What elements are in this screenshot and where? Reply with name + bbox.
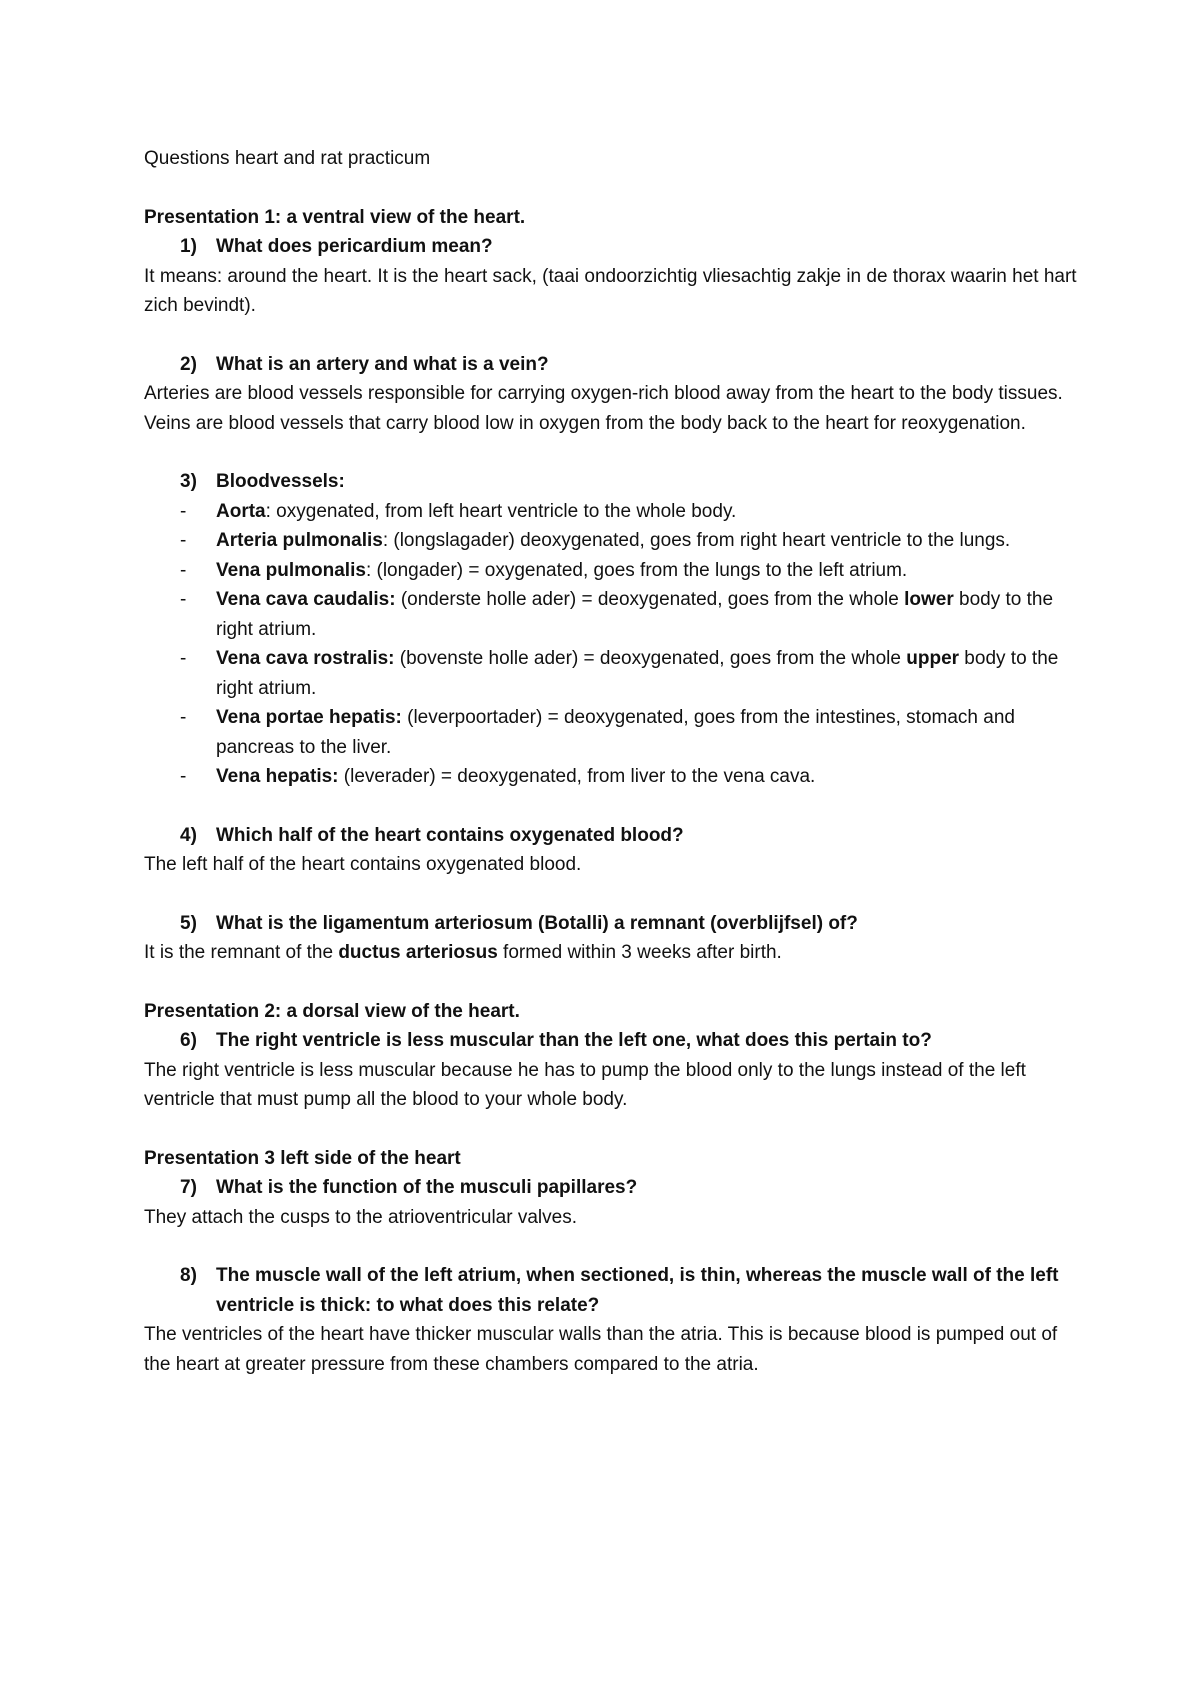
question-text: What is the ligamentum arteriosum (Botalli) a remnant (overblijfsel) of?: [216, 912, 858, 934]
section-heading-1: Presentation 1: a ventral view of the heart.: [144, 206, 526, 228]
answer-text: It is the remnant of the: [144, 942, 339, 963]
question-text: The right ventricle is less muscular than the left one, what does this pertain to?: [216, 1030, 932, 1051]
question-number: 5): [180, 912, 197, 934]
list-dash: -: [180, 707, 187, 728]
vessel-description: (bovenste holle ader) = deoxygenated, goes from the whole: [394, 648, 907, 669]
list-item: [144, 526, 1080, 556]
question-3: [144, 467, 1080, 497]
question-number: 3): [180, 471, 197, 492]
answer-5: [144, 938, 1080, 968]
vessel-description: (onderste holle ader) = deoxygenated, goes from the whole: [395, 589, 905, 610]
vessel-emphasis: lower: [904, 589, 954, 610]
vessel-emphasis: upper: [906, 648, 960, 669]
list-dash: -: [180, 500, 187, 522]
vessel-description-end: body to the right atrium.: [216, 589, 1054, 640]
list-dash: -: [180, 766, 187, 787]
answer-emphasis: ductus arteriosus: [338, 942, 498, 963]
list-item: [144, 497, 1080, 527]
vessel-name: Vena pulmonalis: [216, 559, 366, 581]
vessel-name: Arteria pulmonalis: [216, 530, 383, 551]
section-heading-2: Presentation 2: a dorsal view of the heart.: [144, 1000, 520, 1022]
list-dash: -: [180, 589, 187, 610]
question-text: What is an artery and what is a vein?: [216, 353, 549, 375]
list-item: [144, 644, 1080, 703]
question-8: [144, 1261, 1080, 1320]
answer-1: It means: around the heart. It is the heart sack, (taai ondoorzichtig vliesachtig zakje in de thorax waarin het hart zich bevindt).: [144, 265, 1077, 316]
question-number: 1): [180, 236, 197, 257]
vessel-description: : (longslagader) deoxygenated, goes from right heart ventricle to the lungs.: [382, 530, 1011, 551]
list-item: [144, 703, 1080, 762]
list-dash: -: [180, 559, 187, 581]
vessel-name: Vena cava rostralis:: [216, 648, 395, 669]
question-text: Bloodvessels:: [216, 471, 345, 492]
bloodvessel-list: [144, 497, 1080, 792]
vessel-description: (leverader) = deoxygenated, from liver to the vena cava.: [338, 766, 816, 787]
question-text: What does pericardium mean?: [216, 236, 493, 257]
answer-6: The right ventricle is less muscular because he has to pump the blood only to the lungs instead of the left ventricle that must pump all the blood to your whole body.: [144, 1059, 1026, 1110]
vessel-name: Aorta: [216, 500, 266, 522]
question-text: What is the function of the musculi papillares?: [216, 1177, 638, 1198]
question-number: 6): [180, 1030, 197, 1051]
vessel-name: Vena portae hepatis:: [216, 707, 402, 728]
answer-7: They attach the cusps to the atrioventricular valves.: [144, 1206, 577, 1228]
vessel-name: Vena hepatis:: [216, 766, 339, 787]
question-5: [144, 909, 1080, 939]
question-4: [144, 821, 1080, 851]
vessel-name: Vena cava caudalis:: [216, 589, 396, 610]
question-text: Which half of the heart contains oxygenated blood?: [216, 824, 684, 846]
list-dash: -: [180, 648, 187, 669]
vessel-description: : oxygenated, from left heart ventricle to the whole body.: [265, 500, 737, 522]
answer-text-end: formed within 3 weeks after birth.: [497, 942, 782, 963]
list-item: [144, 556, 1080, 586]
question-2: [144, 350, 1080, 380]
question-6: [144, 1026, 1080, 1056]
list-dash: -: [180, 530, 187, 551]
answer-8: The ventricles of the heart have thicker muscular walls than the atria. This is because blood is pumped out of the heart at greater pressure from these chambers compared to the atria.: [144, 1324, 1058, 1375]
section-heading-3: Presentation 3 left side of the heart: [144, 1147, 461, 1169]
list-item: [144, 585, 1080, 644]
answer-4: The left half of the heart contains oxygenated blood.: [144, 854, 582, 875]
question-1: [144, 232, 1080, 262]
question-number: 7): [180, 1177, 197, 1198]
list-item: [144, 762, 1080, 792]
answer-2: Arteries are blood vessels responsible for carrying oxygen-rich blood away from the heart to the body tissues. Veins are blood vessels that carry blood low in oxygen from the body back to the heart for reoxygenation.: [144, 383, 1063, 434]
vessel-description-end: body to the right atrium.: [216, 648, 1059, 699]
question-number: 4): [180, 824, 197, 846]
document-title: Questions heart and rat practicum: [144, 148, 431, 169]
question-7: [144, 1173, 1080, 1203]
question-number: 2): [180, 353, 197, 375]
question-number: 8): [180, 1265, 197, 1286]
question-text: The muscle wall of the left atrium, when sectioned, is thin, whereas the muscle wall of the left ventricle is thick: to what does this relate?: [216, 1265, 1059, 1316]
vessel-description: : (longader) = oxygenated, goes from the lungs to the left atrium.: [365, 559, 908, 581]
vessel-description: (leverpoortader) = deoxygenated, goes from the intestines, stomach and pancreas to the liver.: [216, 707, 1015, 758]
